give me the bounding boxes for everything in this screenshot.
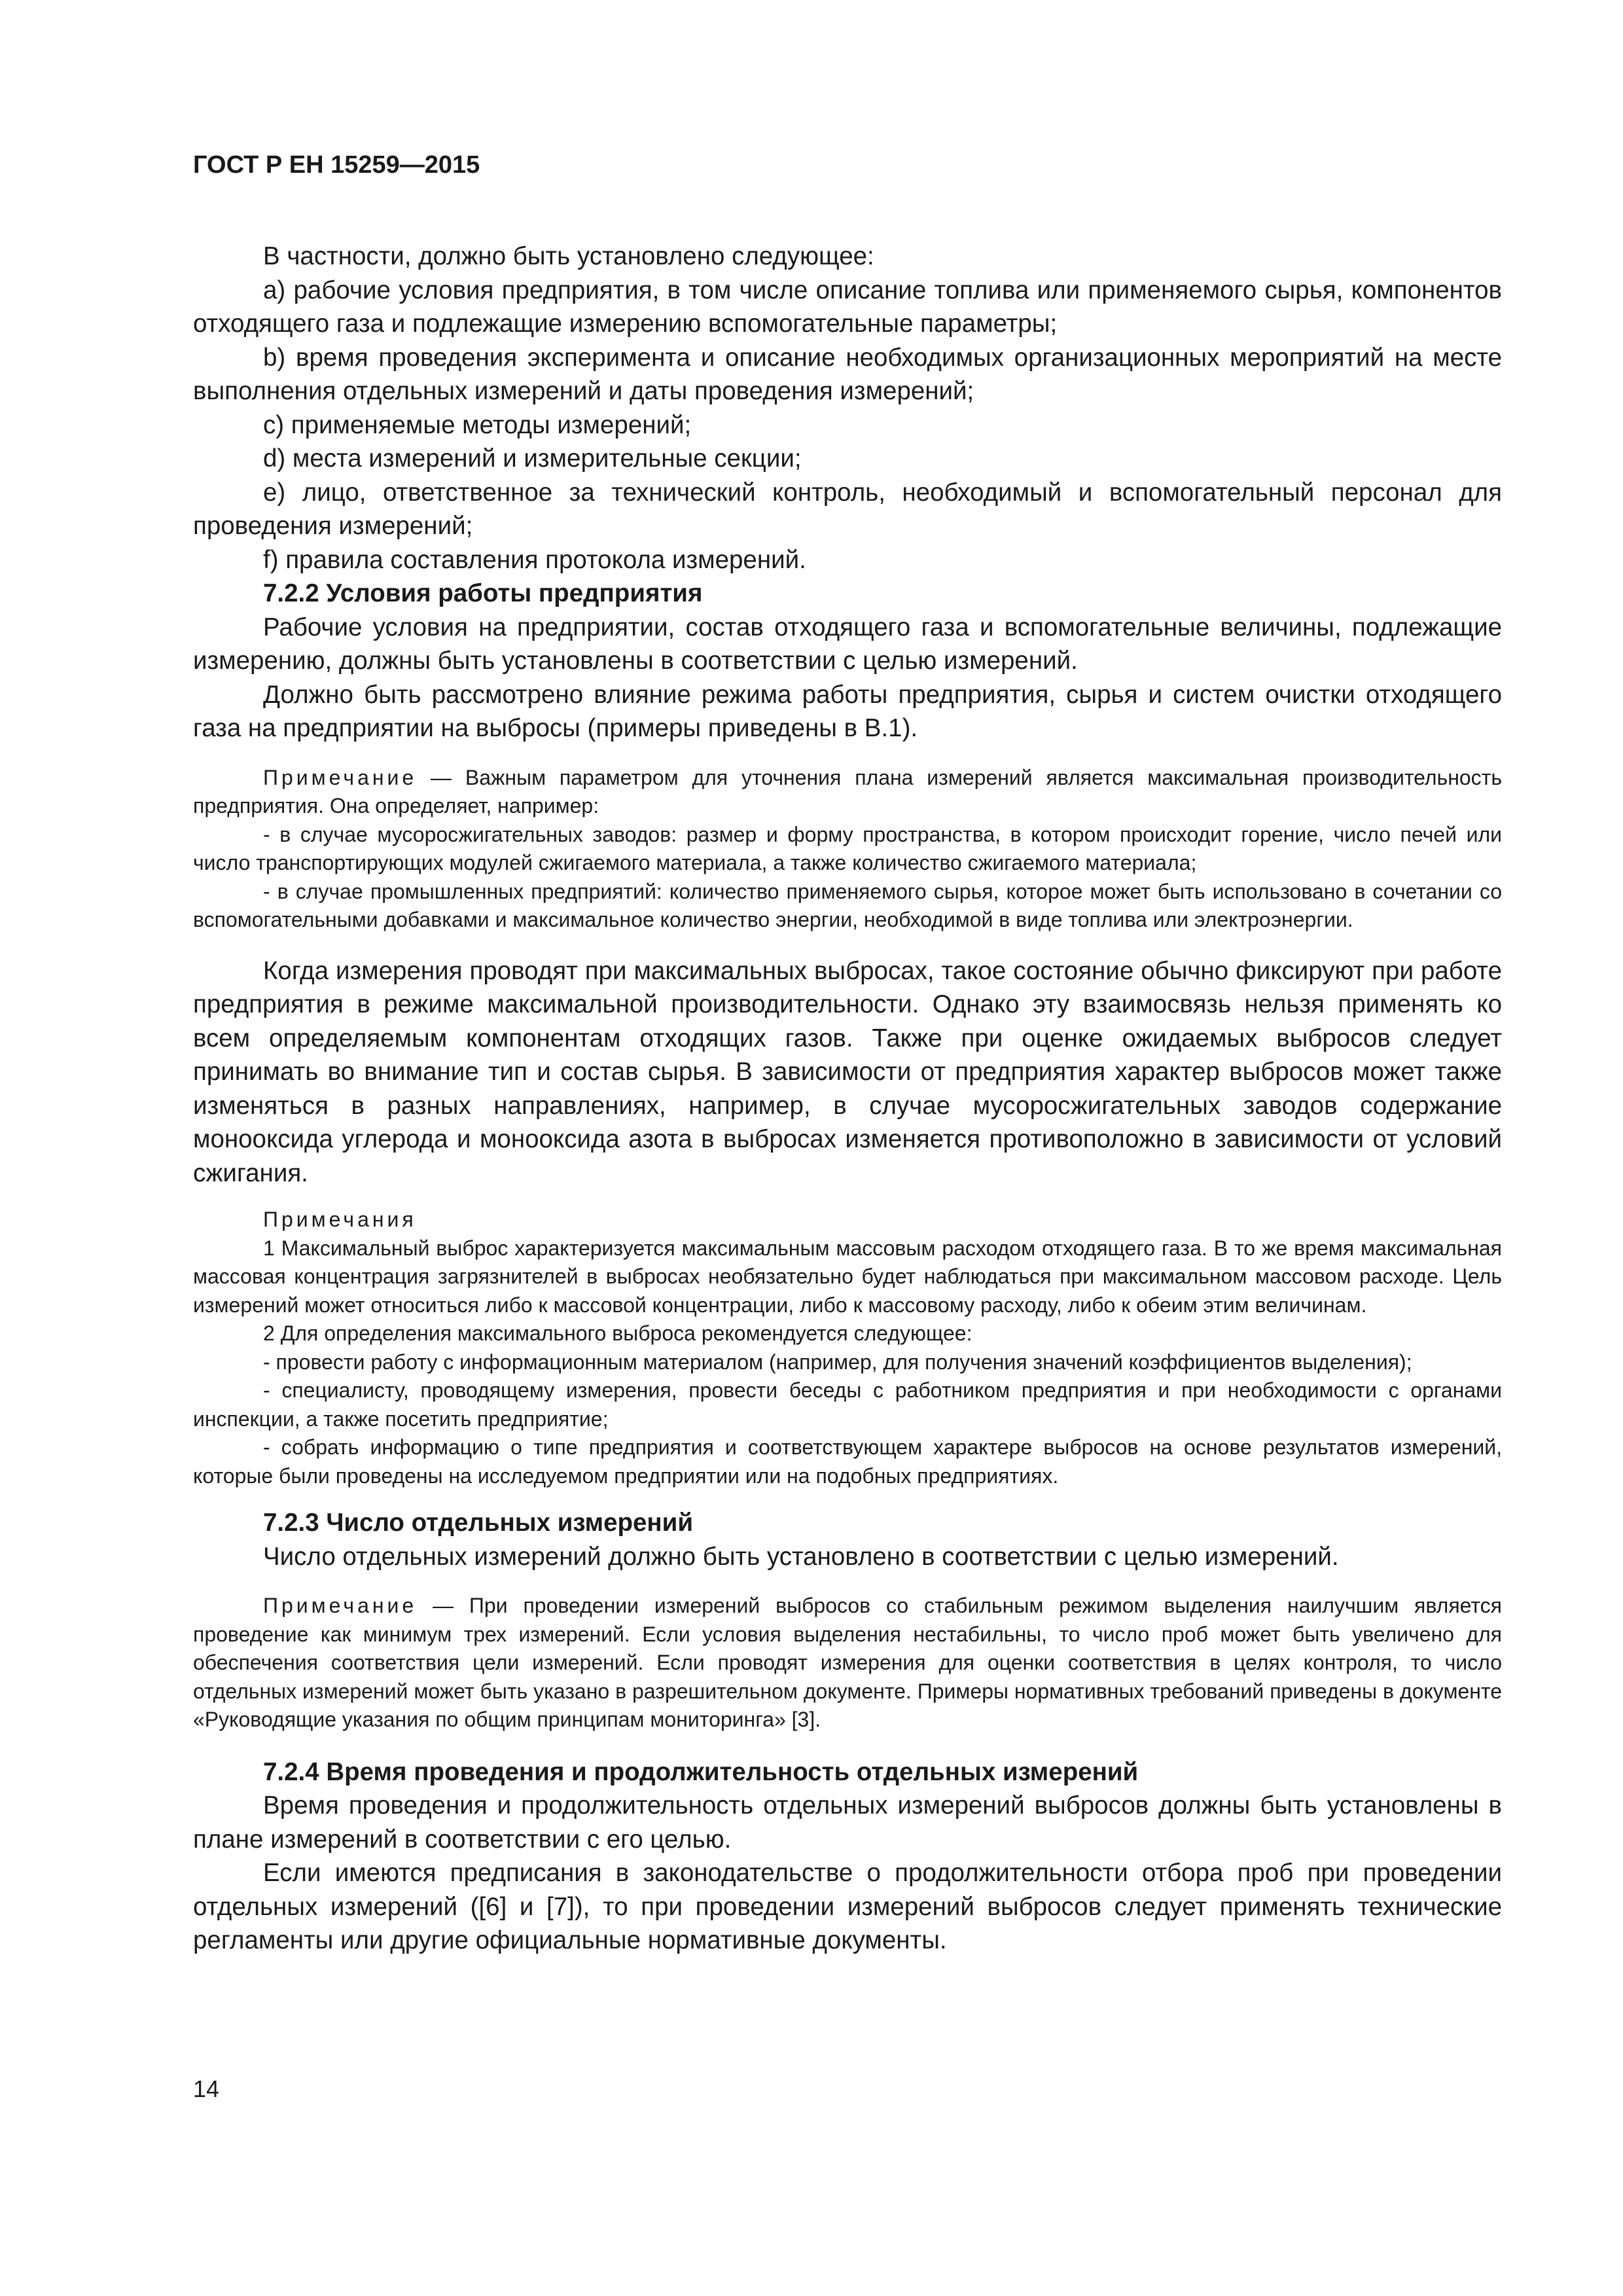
- note-1: 1 Максимальный выброс характеризуется максимальным массовым расходом отходящего газа. В то же время максимальная массовая концентрация загрязнителей в выбросах необязательно будет наблюдаться при максимальном массовом расходе. Цель измерений может относиться либо к массовой концентрации, либо к массовому расходу, либо к обеим этим величинам.: [193, 1236, 1502, 1317]
- paragraph: Число отдельных измерений должно быть установлено в соответствии с целью измерений.: [263, 1542, 1339, 1571]
- note-label: Примечание: [263, 765, 418, 789]
- paragraph: Если имеются предписания в законодательстве о продолжительности отбора проб при проведении отдельных измерений ([6] и [7]), то при проведении измерений выбросов следует применять технические регламенты или другие официальные нормативные документы.: [193, 1859, 1502, 1954]
- note-bullet: - в случае мусоросжигательных заводов: размер и форму пространства, в котором происходит горение, число печей или число транспортирующих модулей сжигаемого материала, а также количество сжигаемого материала;: [193, 822, 1502, 874]
- paragraph: Рабочие условия на предприятии, состав отходящего газа и вспомогательные величины, подлежащие измерению, должны быть установлены в соответствии с целью измерений.: [193, 613, 1502, 675]
- note-2: 2 Для определения максимального выброса рекомендуется следующее:: [263, 1321, 972, 1345]
- note-bullet: - провести работу с информационным материалом (например, для получения значений коэффициентов выделения);: [263, 1350, 1412, 1374]
- note-text: — При проведении измерений выбросов со стабильным режимом выделения наилучшим является проведение как минимум трех измерений. Если условия выделения нестабильны, то число проб может быть увеличено для обеспечения соответствия цели измерений. Если проводят измерения для оценки соответствия в целях контроля, то число отдельных измерений может быть указано в разрешительном документе. Примеры нормативных требований приведены в документе «Руководящие указания по общим принципам мониторинга» [3].: [193, 1594, 1502, 1731]
- section-heading-7-2-3: 7.2.3 Число отдельных измерений: [263, 1509, 694, 1537]
- list-item-b: b) время проведения эксперимента и описание необходимых организационных мероприятий на месте выполнения отдельных измерений и даты проведения измерений;: [193, 343, 1502, 405]
- note-block: [193, 764, 1502, 821]
- document-header: ГОСТ Р ЕН 15259—2015: [193, 151, 480, 179]
- page-number: 14: [193, 2075, 220, 2102]
- note-text: — Важным параметром для уточнения плана измерений является максимальная производительность предприятия. Она определяет, например:: [193, 765, 1502, 817]
- note-bullet: - специалисту, проводящему измерения, провести беседы с работником предприятия и при необходимости с органами инспекции, а также посетить предприятие;: [193, 1378, 1502, 1431]
- notes-label: Примечания: [263, 1208, 417, 1231]
- list-item-d: d) места измерений и измерительные секции;: [263, 444, 802, 473]
- page-content: [193, 149, 1502, 1958]
- paragraph: Когда измерения проводят при максимальных выбросах, такое состояние обычно фиксируют при работе предприятия в режиме максимальной производительности. Однако эту взаимосвязь нельзя применять ко всем определяемым компонентам отходящих газов. Также при оценке ожидаемых выбросов следует принимать во внимание тип и состав сырья. В зависимости от предприятия характер выбросов может также изменяться в разных направлениях, например, в случае мусоросжигательных заводов содержание монооксида углерода и монооксида азота в выбросах изменяется противоположно в зависимости от условий сжигания.: [193, 956, 1502, 1187]
- note-block: [193, 1592, 1502, 1734]
- list-item-f: f) правила составления протокола измерений.: [263, 545, 806, 574]
- notes-heading: [193, 1206, 1502, 1234]
- note-bullet: - собрать информацию о типе предприятия и соответствующем характере выбросов на основе результатов измерений, которые были проведены на исследуемом предприятии или на подобных предприятиях.: [193, 1435, 1502, 1488]
- paragraph: Время проведения и продолжительность отдельных измерений выбросов должны быть установлены в плане измерений в соответствии с его целью.: [193, 1791, 1502, 1854]
- note-bullet: - в случае промышленных предприятий: количество применяемого сырья, которое может быть использовано в сочетании со вспомогательными добавками и максимальное количество энергии, необходимой в виде топлива или электроэнергии.: [193, 879, 1502, 931]
- note-label: Примечание: [263, 1594, 418, 1617]
- list-item-e: e) лицо, ответственное за технический контроль, необходимый и вспомогательный персонал для проведения измерений;: [193, 478, 1502, 540]
- list-item-a: а) рабочие условия предприятия, в том числе описание топлива или применяемого сырья, компонентов отходящего газа и подлежащие измерению вспомогательные параметры;: [193, 276, 1502, 338]
- section-heading-7-2-2: 7.2.2 Условия работы предприятия: [263, 579, 703, 607]
- intro-lead: В частности, должно быть установлено следующее:: [263, 242, 874, 270]
- list-item-c: c) применяемые методы измерений;: [263, 410, 692, 439]
- paragraph: Должно быть рассмотрено влияние режима работы предприятия, сырья и систем очистки отходящего газа на предприятии на выбросы (примеры приведены в В.1).: [193, 680, 1502, 742]
- section-heading-7-2-4: 7.2.4 Время проведения и продолжительность отдельных измерений: [263, 1757, 1139, 1786]
